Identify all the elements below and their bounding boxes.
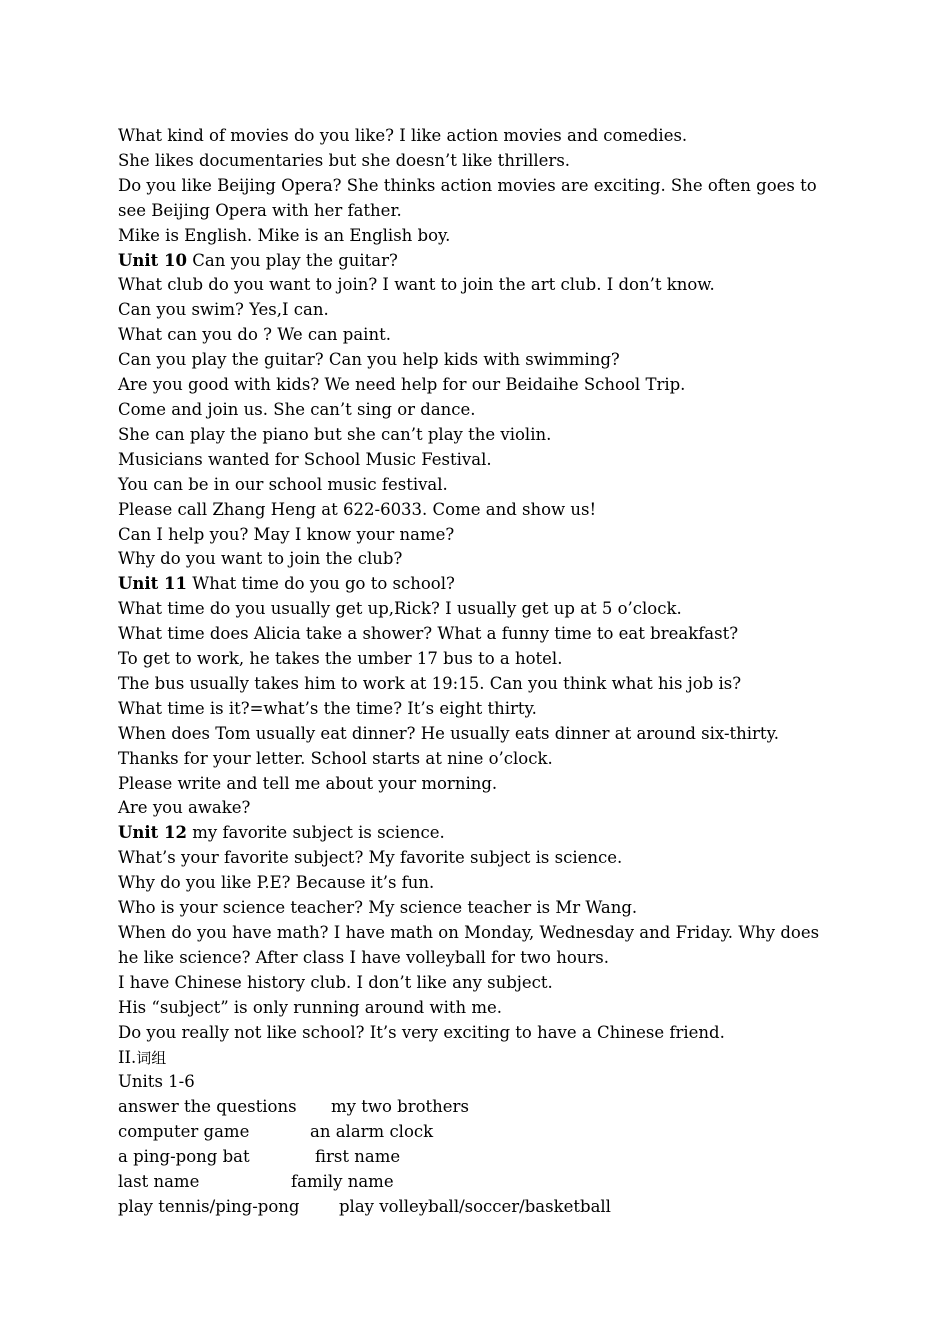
text-line: I have Chinese history club. I don’t like any subject.	[118, 972, 553, 992]
phrase: play volleyball/soccer/basketball	[339, 1196, 611, 1216]
text-line: She likes documentaries but she doesn’t like thrillers.	[118, 150, 571, 170]
text-line: What kind of movies do you like? I like action movies and comedies.	[118, 126, 688, 145]
section-numeral: II.	[118, 1047, 137, 1067]
text-line: Thanks for your letter. School starts at nine o’clock.	[118, 748, 553, 768]
text-line: Why do you want to join the club?	[118, 549, 403, 569]
unit-11-heading	[118, 572, 838, 597]
phrase-row	[118, 1095, 838, 1120]
unit-title: What time do you go to school?	[186, 574, 455, 594]
text-line: Musicians wanted for School Music Festival.	[118, 449, 492, 469]
units-heading: Units 1-6	[118, 1072, 195, 1092]
text-line: Please write and tell me about your morning.	[118, 773, 498, 793]
text-line: You can be in our school music festival.	[118, 474, 448, 494]
section-heading	[118, 1046, 838, 1071]
document-page	[118, 124, 838, 1220]
phrase: family name	[291, 1172, 394, 1192]
text-line: What time do you usually get up,Rick? I usually get up at 5 o’clock.	[118, 599, 682, 619]
phrase-row	[118, 1145, 838, 1170]
text-line: To get to work, he takes the umber 17 bus to a hotel.	[118, 649, 563, 669]
text-line: His “subject” is only running around with me.	[118, 997, 503, 1017]
unit-label: Unit 10	[118, 250, 187, 270]
text-line: Do you really not like school? It’s very exciting to have a Chinese friend.	[118, 1022, 725, 1042]
text-line: Why do you like P.E? Because it’s fun.	[118, 873, 435, 893]
text-line: What time is it?=what’s the time? It’s eight thirty.	[118, 698, 537, 718]
phrase: answer the questions	[118, 1097, 297, 1117]
text-paragraph: Do you like Beijing Opera? She thinks action movies are exciting. She often goes to see Beijing Opera with her father.	[118, 175, 817, 220]
text-line: What can you do ? We can paint.	[118, 325, 391, 345]
text-line: Can you play the guitar? Can you help kids with swimming?	[118, 350, 620, 370]
unit-label: Unit 11	[118, 574, 187, 594]
section-title: 词组	[136, 1048, 167, 1067]
text-line: What time does Alicia take a shower? What a funny time to eat breakfast?	[118, 624, 739, 644]
text-line: When does Tom usually eat dinner? He usually eats dinner at around six-thirty.	[118, 723, 779, 743]
unit-title: Can you play the guitar?	[186, 250, 398, 270]
text-line: The bus usually takes him to work at 19:15. Can you think what his job is?	[118, 673, 742, 693]
unit-title: my favorite subject is science.	[186, 823, 445, 843]
unit-10-heading	[118, 249, 838, 274]
text-line: She can play the piano but she can’t play the violin.	[118, 424, 552, 444]
text-line: Can you swim? Yes,I can.	[118, 300, 329, 320]
phrase: first name	[315, 1147, 401, 1167]
phrase: play tennis/ping-pong	[118, 1196, 300, 1216]
phrase: last name	[118, 1172, 200, 1192]
text-line: Are you good with kids? We need help for our Beidaihe School Trip.	[118, 375, 686, 395]
text-paragraph: When do you have math? I have math on Monday, Wednesday and Friday. Why does he like science? After class I have volleyball for two hours.	[118, 923, 820, 967]
phrase-row	[118, 1195, 838, 1220]
text-line: What club do you want to join? I want to join the art club. I don’t know.	[118, 275, 715, 295]
text-line: What’s your favorite subject? My favorite subject is science.	[118, 848, 623, 868]
text-line: Come and join us. She can’t sing or dance.	[118, 399, 476, 419]
phrase: a ping-pong bat	[118, 1147, 250, 1167]
text-line: Are you awake?	[118, 798, 251, 818]
unit-label: Unit 12	[118, 823, 187, 843]
phrase-row	[118, 1120, 838, 1145]
text-line: Mike is English. Mike is an English boy.	[118, 225, 451, 245]
phrase: computer game	[118, 1122, 250, 1142]
text-line: Can I help you? May I know your name?	[118, 524, 455, 544]
phrase: my two brothers	[331, 1097, 469, 1117]
text-line: Who is your science teacher? My science teacher is Mr Wang.	[118, 898, 638, 918]
phrase-row	[118, 1170, 838, 1195]
text-line: Please call Zhang Heng at 622-6033. Come and show us!	[118, 499, 597, 519]
phrase: an alarm clock	[310, 1122, 434, 1142]
unit-12-heading	[118, 821, 838, 846]
